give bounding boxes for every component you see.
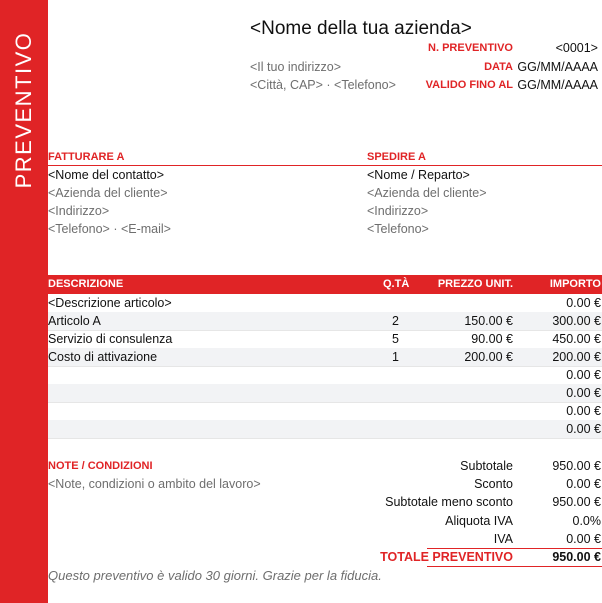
party-divider bbox=[48, 165, 602, 166]
item-unit-price: 150.00 € bbox=[464, 314, 513, 328]
valid-until-label: VALIDO FINO AL bbox=[425, 79, 513, 91]
grand-total-value: 950.00 € bbox=[552, 550, 601, 564]
col-description: DESCRIZIONE bbox=[48, 278, 124, 290]
notes-text: <Note, condizioni o ambito del lavoro> bbox=[48, 477, 261, 491]
table-row bbox=[48, 420, 602, 439]
item-amount: 0.00 € bbox=[566, 386, 601, 400]
col-unit-price: PREZZO UNIT. bbox=[437, 278, 513, 290]
table-row bbox=[48, 330, 602, 349]
quote-number-label: N. PREVENTIVO bbox=[428, 42, 513, 54]
item-amount: 0.00 € bbox=[566, 422, 601, 436]
item-description: Servizio di consulenza bbox=[48, 332, 173, 346]
company-name: <Nome della tua azienda> bbox=[250, 18, 472, 39]
bill-to-address: <Indirizzo> bbox=[48, 204, 110, 218]
notes-label: NOTE / CONDIZIONI bbox=[48, 460, 153, 472]
item-qty: 5 bbox=[392, 332, 399, 346]
ship-to-phone: <Telefono> bbox=[367, 222, 429, 236]
date-value: GG/MM/AAAA bbox=[517, 60, 598, 74]
grand-total-label: TOTALE PREVENTIVO bbox=[380, 550, 513, 564]
footer-note: Questo preventivo è valido 30 giorni. Grazie per la fiducia. bbox=[48, 568, 382, 583]
tax-rate-label: Aliquota IVA bbox=[445, 514, 513, 528]
items-table-header bbox=[48, 275, 602, 294]
subtotal-less-discount-value: 950.00 € bbox=[552, 495, 601, 509]
quote-number-value: <0001> bbox=[555, 41, 598, 55]
grand-total-top-rule bbox=[427, 548, 602, 549]
document-type-title: PREVENTIVO bbox=[11, 31, 36, 189]
date-label: DATA bbox=[484, 61, 513, 73]
company-city-phone: <Città, CAP> · <Telefono> bbox=[250, 78, 396, 92]
tax-value: 0.00 € bbox=[566, 532, 601, 546]
table-row bbox=[48, 348, 602, 367]
item-qty: 1 bbox=[392, 350, 399, 364]
table-row bbox=[48, 402, 602, 421]
item-qty: 2 bbox=[392, 314, 399, 328]
item-description: Articolo A bbox=[48, 314, 101, 328]
item-amount: 300.00 € bbox=[552, 314, 601, 328]
table-row bbox=[48, 384, 602, 403]
ship-to-label: SPEDIRE A bbox=[367, 151, 426, 163]
bill-to-label: FATTURARE A bbox=[48, 151, 125, 163]
bill-to-phone-email: <Telefono> · <E-mail> bbox=[48, 222, 171, 236]
sidebar-band bbox=[0, 0, 48, 603]
item-amount: 0.00 € bbox=[566, 404, 601, 418]
ship-to-name: <Nome / Reparto> bbox=[367, 168, 470, 182]
bill-to-contact: <Nome del contatto> bbox=[48, 168, 165, 182]
item-amount: 450.00 € bbox=[552, 332, 601, 346]
company-address: <Il tuo indirizzo> bbox=[250, 60, 342, 74]
subtotal-label: Subtotale bbox=[460, 459, 513, 473]
ship-to-address: <Indirizzo> bbox=[367, 204, 429, 218]
subtotal-value: 950.00 € bbox=[552, 459, 601, 473]
discount-value: 0.00 € bbox=[566, 477, 601, 491]
item-amount: 0.00 € bbox=[566, 296, 601, 310]
grand-total-bottom-rule bbox=[427, 566, 602, 567]
discount-label: Sconto bbox=[474, 477, 513, 491]
table-row bbox=[48, 366, 602, 385]
item-description: Costo di attivazione bbox=[48, 350, 158, 364]
item-description: <Descrizione articolo> bbox=[48, 296, 172, 310]
col-qty: Q.TÀ bbox=[383, 278, 410, 290]
tax-label: IVA bbox=[493, 532, 513, 546]
item-amount: 200.00 € bbox=[552, 350, 601, 364]
item-amount: 0.00 € bbox=[566, 368, 601, 382]
bill-to-company: <Azienda del cliente> bbox=[48, 186, 168, 200]
item-unit-price: 90.00 € bbox=[471, 332, 513, 346]
tax-rate-value: 0.0% bbox=[572, 514, 601, 528]
ship-to-company: <Azienda del cliente> bbox=[367, 186, 487, 200]
col-amount: IMPORTO bbox=[549, 278, 601, 290]
valid-until-value: GG/MM/AAAA bbox=[517, 78, 598, 92]
subtotal-less-discount-label: Subtotale meno sconto bbox=[385, 495, 513, 509]
table-row bbox=[48, 294, 602, 313]
item-unit-price: 200.00 € bbox=[464, 350, 513, 364]
table-row bbox=[48, 312, 602, 331]
